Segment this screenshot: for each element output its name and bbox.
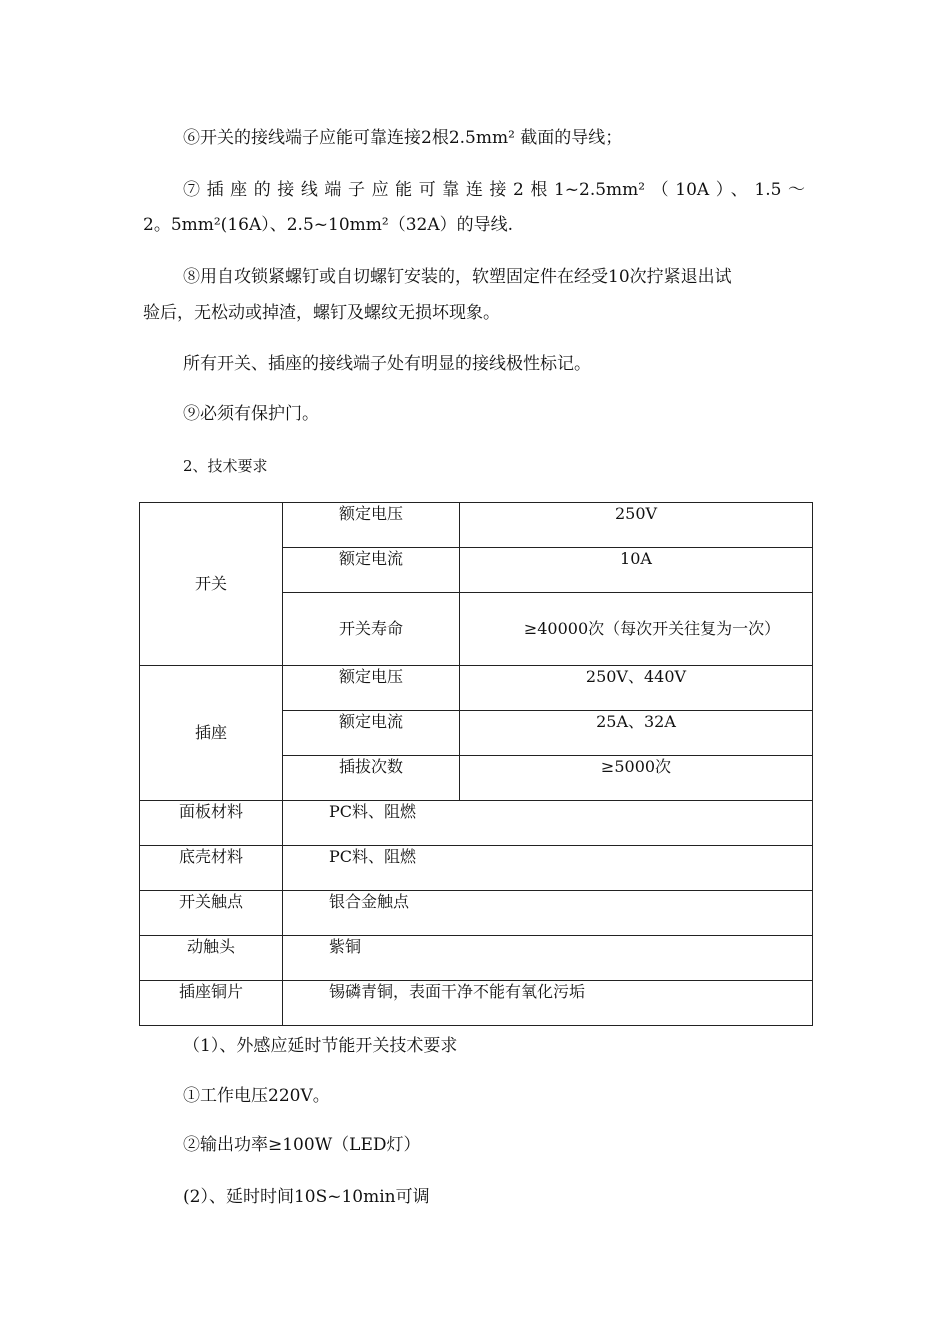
subsection-heading-2: (2）、延时时间10S~10min可调 [183, 1187, 430, 1207]
value-cell: ≥40000次（每次开关往复为一次） [460, 593, 813, 666]
paragraph-9: ⑨必须有保护门。 [183, 404, 319, 424]
material-label-cell: 开关触点 [140, 891, 283, 936]
value-cell: 250V、440V [460, 666, 813, 711]
table-row [140, 936, 813, 981]
section-heading-tech-requirements: 2、技术要求 [183, 457, 268, 475]
table-row [140, 981, 813, 1026]
paragraph-7-line-2: 2。5mm²(16A）、2.5~10mm²（32A）的导线. [143, 215, 514, 235]
param-cell: 开关寿命 [283, 593, 460, 666]
value-cell: 10A [460, 548, 813, 593]
subsection-heading-1: （1）、外感应延时节能开关技术要求 [183, 1036, 458, 1056]
value-cell: ≥5000次 [460, 756, 813, 801]
material-value-cell: 银合金触点 [283, 891, 813, 936]
param-cell: 额定电压 [283, 666, 460, 711]
table-row [140, 846, 813, 891]
param-cell: 额定电压 [283, 503, 460, 548]
value-cell: 25A、32A [460, 711, 813, 756]
table-row [140, 891, 813, 936]
table-row [140, 801, 813, 846]
paragraph-6: ⑥开关的接线端子应能可靠连接2根2.5mm² 截面的导线； [183, 128, 623, 148]
param-cell: 额定电流 [283, 711, 460, 756]
paragraph-8-line-2: 验后，无松动或掉渣，螺钉及螺纹无损坏现象。 [143, 303, 500, 323]
group-label-switch: 开关 [140, 503, 283, 666]
material-label-cell: 面板材料 [140, 801, 283, 846]
paragraph-8-line-1: ⑧用自攻锁紧螺钉或自切螺钉安装的，软塑固定件在经受10次拧紧退出试 [183, 267, 732, 287]
item-1: ①工作电压220V。 [183, 1086, 330, 1106]
param-cell: 额定电流 [283, 548, 460, 593]
spec-table [139, 502, 813, 1026]
value-cell: 250V [460, 503, 813, 548]
material-value-cell: 锡磷青铜，表面干净不能有氧化污垢 [283, 981, 813, 1026]
group-label-socket: 插座 [140, 666, 283, 801]
material-value-cell: PC料、阻燃 [283, 801, 813, 846]
table-row [140, 666, 813, 711]
material-label-cell: 插座铜片 [140, 981, 283, 1026]
material-label-cell: 动触头 [140, 936, 283, 981]
material-value-cell: 紫铜 [283, 936, 813, 981]
paragraph-7-line-1: ⑦插座的接线端子应能可靠连接2根1~2.5mm²（10A）、1.5～ [183, 180, 805, 200]
paragraph-polarity: 所有开关、插座的接线端子处有明显的接线极性标记。 [183, 354, 591, 374]
item-2: ②输出功率≥100W（LED灯） [183, 1135, 421, 1155]
material-label-cell: 底壳材料 [140, 846, 283, 891]
material-value-cell: PC料、阻燃 [283, 846, 813, 891]
table-row [140, 503, 813, 548]
param-cell: 插拔次数 [283, 756, 460, 801]
